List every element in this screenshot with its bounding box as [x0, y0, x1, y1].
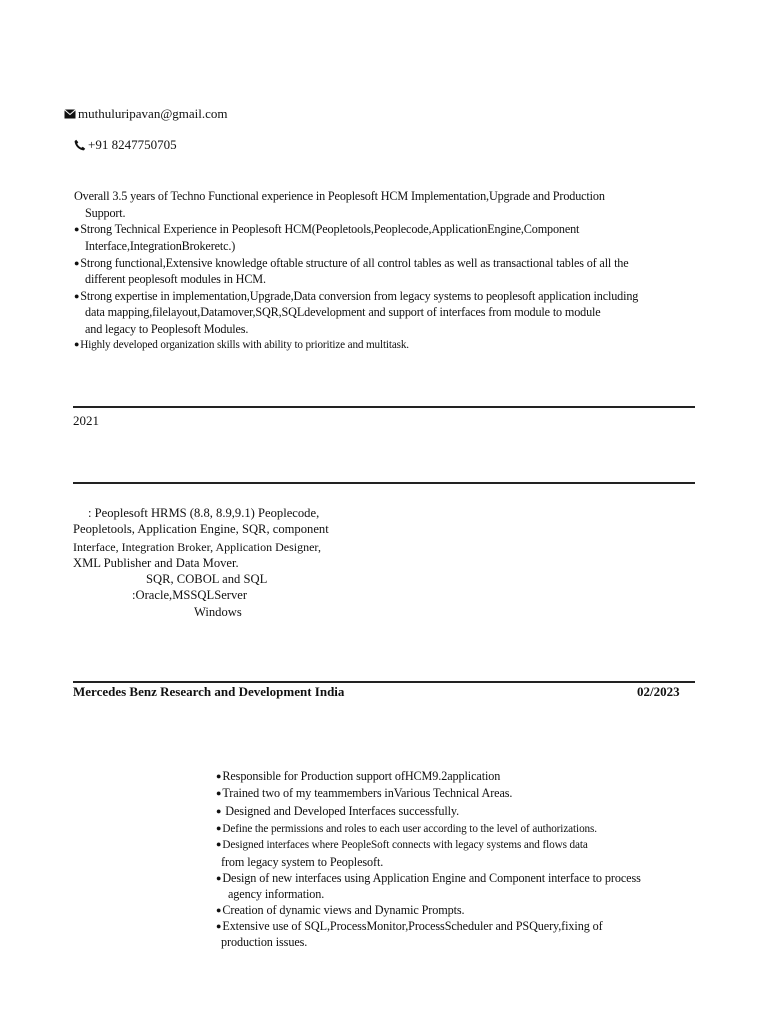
- summary-bullet-cont: different peoplesoft modules in HCM.: [85, 272, 266, 286]
- responsibility-item: ●Creation of dynamic views and Dynamic Prompts.: [216, 903, 465, 917]
- skills-line: : Peoplesoft HRMS (8.8, 8.9,9.1) Peoplecode,: [88, 506, 320, 520]
- bullet-icon: ●: [216, 823, 222, 833]
- responsibility-item: ●Trained two of my teammembers inVarious Technical Areas.: [216, 786, 513, 800]
- job-date: 02/2023: [637, 684, 680, 699]
- skills-line: Peopletools, Application Engine, SQR, component: [73, 522, 329, 536]
- summary-bullet: ●Highly developed organization skills with ability to prioritize and multitask.: [74, 339, 409, 351]
- responsibility-item: ●Extensive use of SQL,ProcessMonitor,ProcessScheduler and PSQuery,fixing of: [216, 919, 603, 933]
- responsibility-item: ●Designed interfaces where PeopleSoft connects with legacy systems and flows data: [216, 839, 588, 851]
- bullet-icon: ●: [74, 224, 80, 234]
- phone-text: +91 8247750705: [88, 137, 177, 152]
- bullet-icon: ●: [216, 873, 222, 883]
- envelope-icon: [64, 109, 76, 119]
- bullet-icon: ●: [74, 291, 80, 301]
- summary-bullet-cont: and legacy to Peoplesoft Modules.: [85, 322, 249, 336]
- summary-bullet: ●Strong Technical Experience in Peoplesoft HCM(Peopletools,Peoplecode,ApplicationEngine,Component: [74, 222, 580, 236]
- skills-line: Interface, Integration Broker, Application Designer,: [73, 540, 321, 554]
- company-name: Mercedes Benz Research and Development India: [73, 684, 345, 699]
- summary-bullet-cont: data mapping,filelayout,Datamover,SQR,SQLdevelopment and support of interfaces from module to module: [85, 305, 601, 319]
- bullet-icon: ●: [216, 839, 222, 849]
- education-year: 2021: [73, 413, 99, 428]
- phone-icon: [74, 139, 86, 151]
- responsibility-item-cont: from legacy system to Peoplesoft.: [221, 855, 384, 869]
- bullet-icon: ●: [216, 788, 222, 798]
- section-divider: [73, 482, 695, 484]
- summary-bullet-cont: Interface,IntegrationBrokeretc.): [85, 239, 236, 253]
- bullet-icon: ●: [216, 905, 222, 915]
- responsibility-item: ●Responsible for Production support ofHCM9.2application: [216, 769, 501, 783]
- section-divider: [73, 681, 695, 683]
- skills-line: XML Publisher and Data Mover.: [73, 556, 239, 570]
- phone-contact: [74, 137, 177, 153]
- email-contact: [64, 106, 228, 122]
- bullet-icon: ●: [216, 806, 222, 816]
- responsibility-item-cont: production issues.: [221, 935, 308, 949]
- summary-intro-cont: Support.: [85, 206, 126, 220]
- skills-databases: :Oracle,MSSQLServer: [132, 588, 248, 602]
- summary-intro: Overall 3.5 years of Techno Functional experience in Peoplesoft HCM Implementation,Upgrade and Production: [74, 189, 605, 203]
- bullet-icon: ●: [74, 258, 80, 268]
- section-divider: [73, 406, 695, 408]
- bullet-icon: ●: [216, 771, 222, 781]
- responsibility-item-cont: agency information.: [228, 887, 325, 901]
- responsibility-item: ●Define the permissions and roles to each user according to the level of authorizations.: [216, 823, 598, 835]
- skills-os: Windows: [194, 605, 242, 619]
- email-text[interactable]: muthuluripavan@gmail.com: [78, 106, 228, 121]
- summary-bullet: ●Strong expertise in implementation,Upgrade,Data conversion from legacy systems to peoplesoft application including: [74, 289, 639, 303]
- summary-bullet: ●Strong functional,Extensive knowledge oftable structure of all control tables as well as transactional tables of all the: [74, 256, 629, 270]
- skills-languages: SQR, COBOL and SQL: [146, 572, 268, 586]
- responsibility-item: ●Design of new interfaces using Application Engine and Component interface to process: [216, 871, 641, 885]
- bullet-icon: ●: [74, 339, 80, 349]
- bullet-icon: ●: [216, 921, 222, 931]
- responsibility-item: ● Designed and Developed Interfaces successfully.: [216, 804, 460, 818]
